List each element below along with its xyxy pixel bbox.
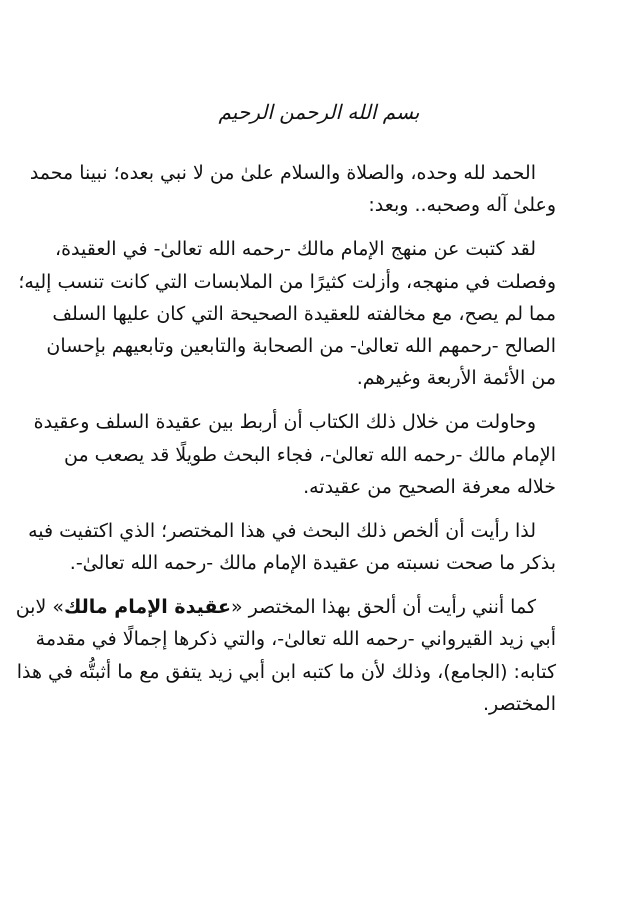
paragraph-line: لذا رأيت أن ألخص ذلك البحث في هذا المختصر؛ الذي اكتفيت فيه [28, 519, 536, 542]
paragraph-line: الحمد لله وحده، والصلاة والسلام علىٰ من لا نبي بعده؛ نبينا محمد [29, 162, 536, 184]
paragraph-line: خلاله معرفة الصحيح من عقيدته. [303, 475, 556, 498]
paragraph-line: كتابه: (الجامع)، وذلك لأن ما كتبه ابن أبي زيد يتفق مع ما أثبتُّه في هذا [16, 660, 556, 683]
paragraph-line: المختصر. [482, 692, 556, 715]
paragraph-line: من الأئمة الأربعة وغيرهم. [356, 367, 556, 390]
paragraph-5 [15, 591, 556, 720]
paragraph-1 [29, 157, 556, 221]
paragraph-3 [33, 406, 556, 503]
paragraph-line: الإمام مالك -رحمه الله تعالىٰ-، فجاء البحث طويلًا قد يصعب من [64, 443, 556, 466]
paragraph-line [15, 591, 556, 623]
book-title: عقيدة الإمام مالك [63, 596, 232, 619]
paragraph-line: بذكر ما صحت نسبته من عقيدة الإمام مالك -رحمه الله تعالىٰ-. [69, 552, 556, 575]
line-text: كما أنني رأيت أن ألحق بهذا المختصر « [231, 596, 536, 619]
line-text: » لابن [15, 596, 64, 619]
paragraph-2 [18, 233, 556, 394]
paragraph-line: الصالح -رحمهم الله تعالىٰ- من الصحابة والتابعين وتابعيهم بإحسان [46, 334, 556, 357]
paragraph-4 [28, 515, 556, 579]
paragraph-line: لقد كتبت عن منهج الإمام مالك -رحمه الله تعالىٰ- في العقيدة، [54, 238, 536, 261]
basmala-heading: بسم الله الرحمن الرحيم [218, 100, 420, 124]
paragraph-line: وعلىٰ آله وصحبه.. وبعد: [368, 194, 556, 217]
paragraph-line: أبي زيد القيرواني -رحمه الله تعالىٰ-، والتي ذكرها إجمالًا في مقدمة [35, 628, 556, 651]
paragraph-line: وحاولت من خلال ذلك الكتاب أن أربط بين عقيدة السلف وعقيدة [33, 411, 536, 434]
paragraph-line: وفصلت في منهجه، وأزلت كثيرًا من الملابسات التي كانت تنسب إليه؛ [18, 270, 556, 293]
body-text [15, 157, 556, 720]
paragraph-line: مما لم يصح، مع مخالفته للعقيدة الصحيحة التي كان عليها السلف [52, 302, 556, 325]
